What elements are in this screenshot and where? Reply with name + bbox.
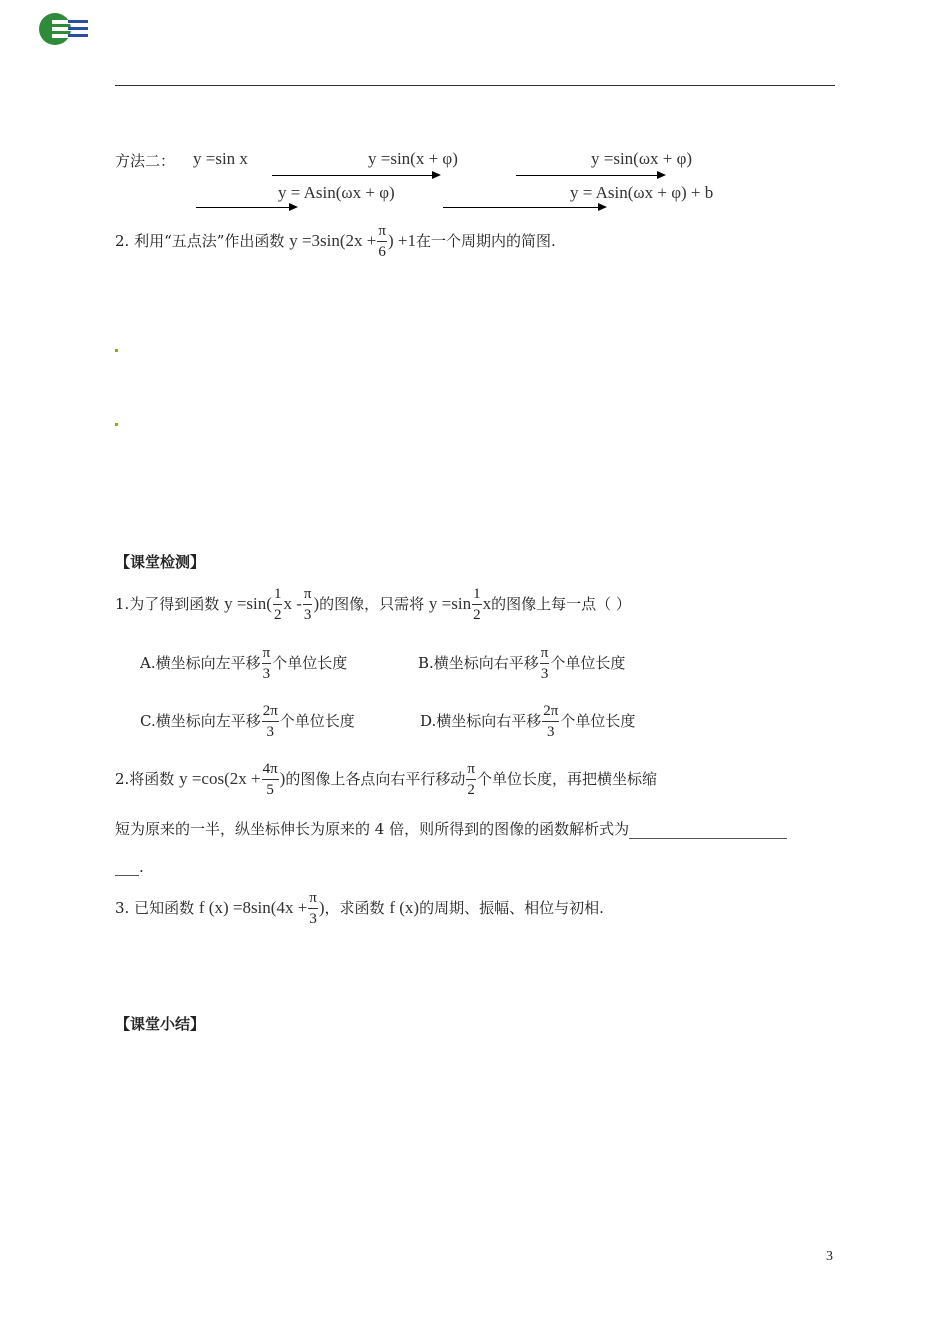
option-b-pre: B.横坐标向右平移 <box>418 654 539 672</box>
header-rule <box>115 85 835 86</box>
option-d <box>420 701 635 741</box>
option-b <box>418 643 625 683</box>
arrow-3 <box>196 207 296 208</box>
c3-mid: ，求函数 <box>324 899 385 917</box>
option-b-num: π <box>540 646 550 664</box>
c3-func: f (x) =8sin(4x + <box>198 898 308 917</box>
arrow-1 <box>272 175 439 176</box>
c1-prefix: 1.为了得到函数 <box>115 595 220 613</box>
option-c-frac <box>262 704 279 740</box>
answer-blank[interactable] <box>629 824 787 839</box>
check-question-1 <box>115 584 631 624</box>
arrow-2 <box>516 175 664 176</box>
c2-shift-num: π <box>466 762 476 780</box>
option-c <box>140 701 355 741</box>
c1-f1-num: 1 <box>273 587 283 605</box>
option-c-num: 2π <box>262 704 279 722</box>
c1-frac-3 <box>472 587 482 623</box>
mark-dot <box>115 423 118 426</box>
c2-shift-frac <box>466 762 476 798</box>
c2-prefix: 2.将函数 <box>115 770 175 788</box>
c2-frac <box>262 762 279 798</box>
c2-frac-den: 5 <box>266 782 274 798</box>
q2-prefix: 2. 利用“五点法”作出函数 <box>115 232 285 250</box>
q2-frac-num: π <box>377 224 387 242</box>
c2-func: y =cos(2x + <box>179 769 261 788</box>
method2-step2: y =sin(x + φ) <box>368 149 458 168</box>
c3-frac <box>308 891 318 927</box>
page-number: 3 <box>826 1249 833 1264</box>
c1-f3-den: 2 <box>473 607 481 623</box>
q2-frac-den: 6 <box>378 244 386 260</box>
option-a-frac <box>262 646 272 682</box>
option-d-pre: D.横坐标向右平移 <box>420 712 542 730</box>
method2-label: 方法二： <box>115 152 176 170</box>
q2-func-left: y =3sin(2x + <box>289 231 377 250</box>
option-d-den: 3 <box>547 724 555 740</box>
c1-f1-den: 2 <box>273 607 282 623</box>
c3-suffix: 的周期、振幅、相位与初相. <box>419 899 604 917</box>
c2-mid: 的图像上各点向右平行移动 <box>285 770 466 788</box>
option-a-den: 3 <box>262 666 271 682</box>
c1-mid: x - <box>283 594 302 613</box>
option-a <box>140 643 347 683</box>
c2-shift-den: 2 <box>467 782 475 798</box>
method2-step1: y =sin x <box>193 149 248 168</box>
option-a-post: 个单位长度 <box>272 654 348 672</box>
c1-suffix: 的图像上每一点（ ） <box>491 595 631 613</box>
method2-step4: y = Asin(ωx + φ) <box>278 183 395 202</box>
q2-suffix: 在一个周期内的简图. <box>415 232 556 250</box>
c3-func2: f (x) <box>389 898 420 917</box>
answer-blank-continued[interactable] <box>115 861 139 876</box>
c1-func-b: y =sin <box>428 594 472 613</box>
option-c-den: 3 <box>266 724 274 740</box>
option-d-frac <box>542 704 559 740</box>
question-2 <box>115 221 556 261</box>
section-summary-title: 【课堂小结】 <box>115 1015 206 1033</box>
c2-frac-num: 4π <box>262 762 279 780</box>
q2-func-right: ) +1 <box>387 231 416 250</box>
check-question-2 <box>115 759 657 799</box>
q2-fraction <box>377 224 387 260</box>
section-check-title: 【课堂检测】 <box>115 553 206 571</box>
c2-close: ) <box>279 769 286 788</box>
c1-f2-num: π <box>303 587 313 605</box>
c2-suffix: 个单位长度，再把横坐标缩 <box>476 770 657 788</box>
c1-func-a: y =sin( <box>224 594 272 613</box>
mark-dot <box>115 349 118 352</box>
check-question-3 <box>115 888 604 928</box>
c1-frac-1 <box>273 587 283 623</box>
option-b-post: 个单位长度 <box>550 654 626 672</box>
option-a-num: π <box>262 646 272 664</box>
c2-line3-end: . <box>139 858 144 876</box>
method2-step3: y =sin(ωx + φ) <box>591 149 693 168</box>
c1-frac-2 <box>303 587 313 623</box>
c3-frac-den: 3 <box>309 911 317 927</box>
option-d-post: 个单位长度 <box>560 712 636 730</box>
c1-func-b-end: x <box>482 594 492 613</box>
c2-line-2 <box>115 818 787 839</box>
c1-f2-den: 3 <box>303 607 312 623</box>
c3-close: ) <box>318 898 325 917</box>
c1-middle-text: 的图像，只需将 <box>319 595 425 613</box>
c1-close: ) <box>313 594 320 613</box>
c3-prefix: 3. 已知函数 <box>115 899 195 917</box>
option-d-num: 2π <box>542 704 559 722</box>
method2-step5: y = Asin(ωx + φ) + b <box>570 183 714 202</box>
option-b-frac <box>540 646 550 682</box>
c1-f3-num: 1 <box>472 587 482 605</box>
publisher-logo-icon <box>38 12 90 46</box>
c2-line-3 <box>115 858 144 876</box>
option-c-post: 个单位长度 <box>279 712 355 730</box>
c3-frac-num: π <box>308 891 318 909</box>
option-b-den: 3 <box>540 666 549 682</box>
arrow-4 <box>443 207 605 208</box>
c2-line2-text: 短为原来的一半，纵坐标伸长为原来的 4 倍，则所得到的图像的函数解析式为 <box>115 820 630 838</box>
option-c-pre: C.横坐标向左平移 <box>140 712 261 730</box>
option-a-pre: A.横坐标向左平移 <box>140 654 261 672</box>
